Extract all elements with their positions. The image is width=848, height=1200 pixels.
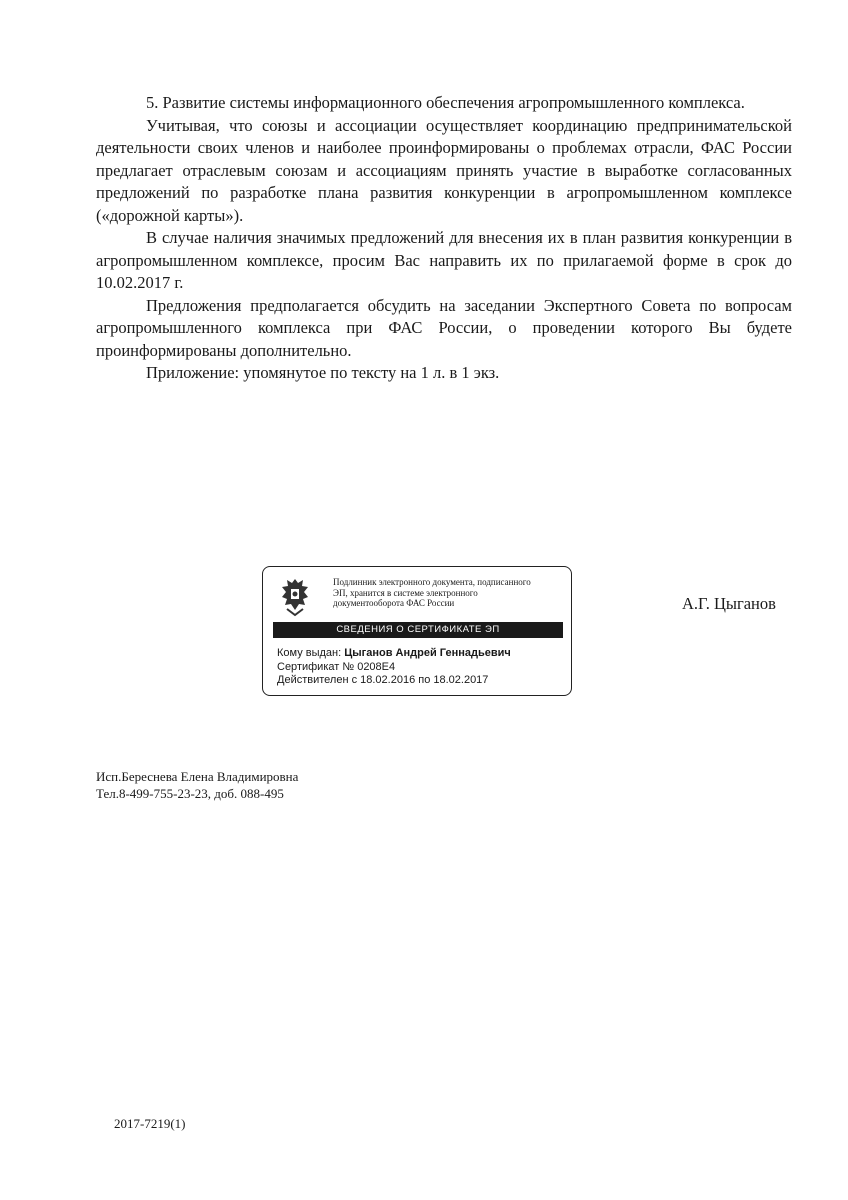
paragraph-unions: Учитывая, что союзы и ассоциации осуществляет координацию предпринимательской деятельности своих членов и наиболее проинформированы о проблемах отрасли, ФАС России предлагает отраслевым союзам и ассоциациям принять участие в выработке согласованных предложений по разработке плана развития конкуренции в агропромышленном комплексе («дорожной карты»). [96,115,792,225]
certificate-details [277,647,511,688]
letter-body [96,92,792,385]
paragraph-item-5: 5. Развитие системы информационного обеспечения агропромышленного комплекса. [146,93,745,112]
executor-phone: Тел.8-499-755-23-23, доб. 088-495 [96,786,284,801]
paragraph-proposals: В случае наличия значимых предложений для внесения их в план развития конкуренции в агропромышленном комплексе, просим Вас направить их по прилагаемой форме в срок до 10.02.2017 г. [96,228,792,292]
paragraph-expert-council: Предложения предполагается обсудить на заседании Экспертного Совета по вопросам агропромышленного комплекса при ФАС России, о проведении которого Вы будете проинформированы дополнительно. [96,295,792,360]
certificate-number: Сертификат № 0208E4 [277,660,396,673]
document-number: 2017-7219(1) [114,1116,186,1131]
stamp-header-line: Подлинник электронного документа, подписанного [333,577,531,587]
electronic-signature-stamp [262,566,572,696]
issued-to-line [277,647,511,661]
stamp-header [333,577,565,609]
stamp-header-line: ЭП, хранится в системе электронного [333,587,478,598]
coat-of-arms-icon [275,575,315,619]
issued-to-label: Кому выдан: [277,647,342,659]
executor-info [96,768,298,802]
executor-name: Исп.Береснева Елена Владимировна [96,769,299,784]
certificate-validity: Действителен с 18.02.2016 по 18.02.2017 [277,674,489,686]
paragraph-attachment: Приложение: упомянутое по тексту на 1 л. в 1 экз. [146,363,500,382]
stamp-header-line: документооборота ФАС России [333,598,455,608]
certificate-info-bar: СВЕДЕНИЯ О СЕРТИФИКАТЕ ЭП [273,622,563,638]
issued-to-name: Цыганов Андрей Геннадьевич [344,647,511,659]
signatory-name: А.Г. Цыганов [682,594,776,613]
